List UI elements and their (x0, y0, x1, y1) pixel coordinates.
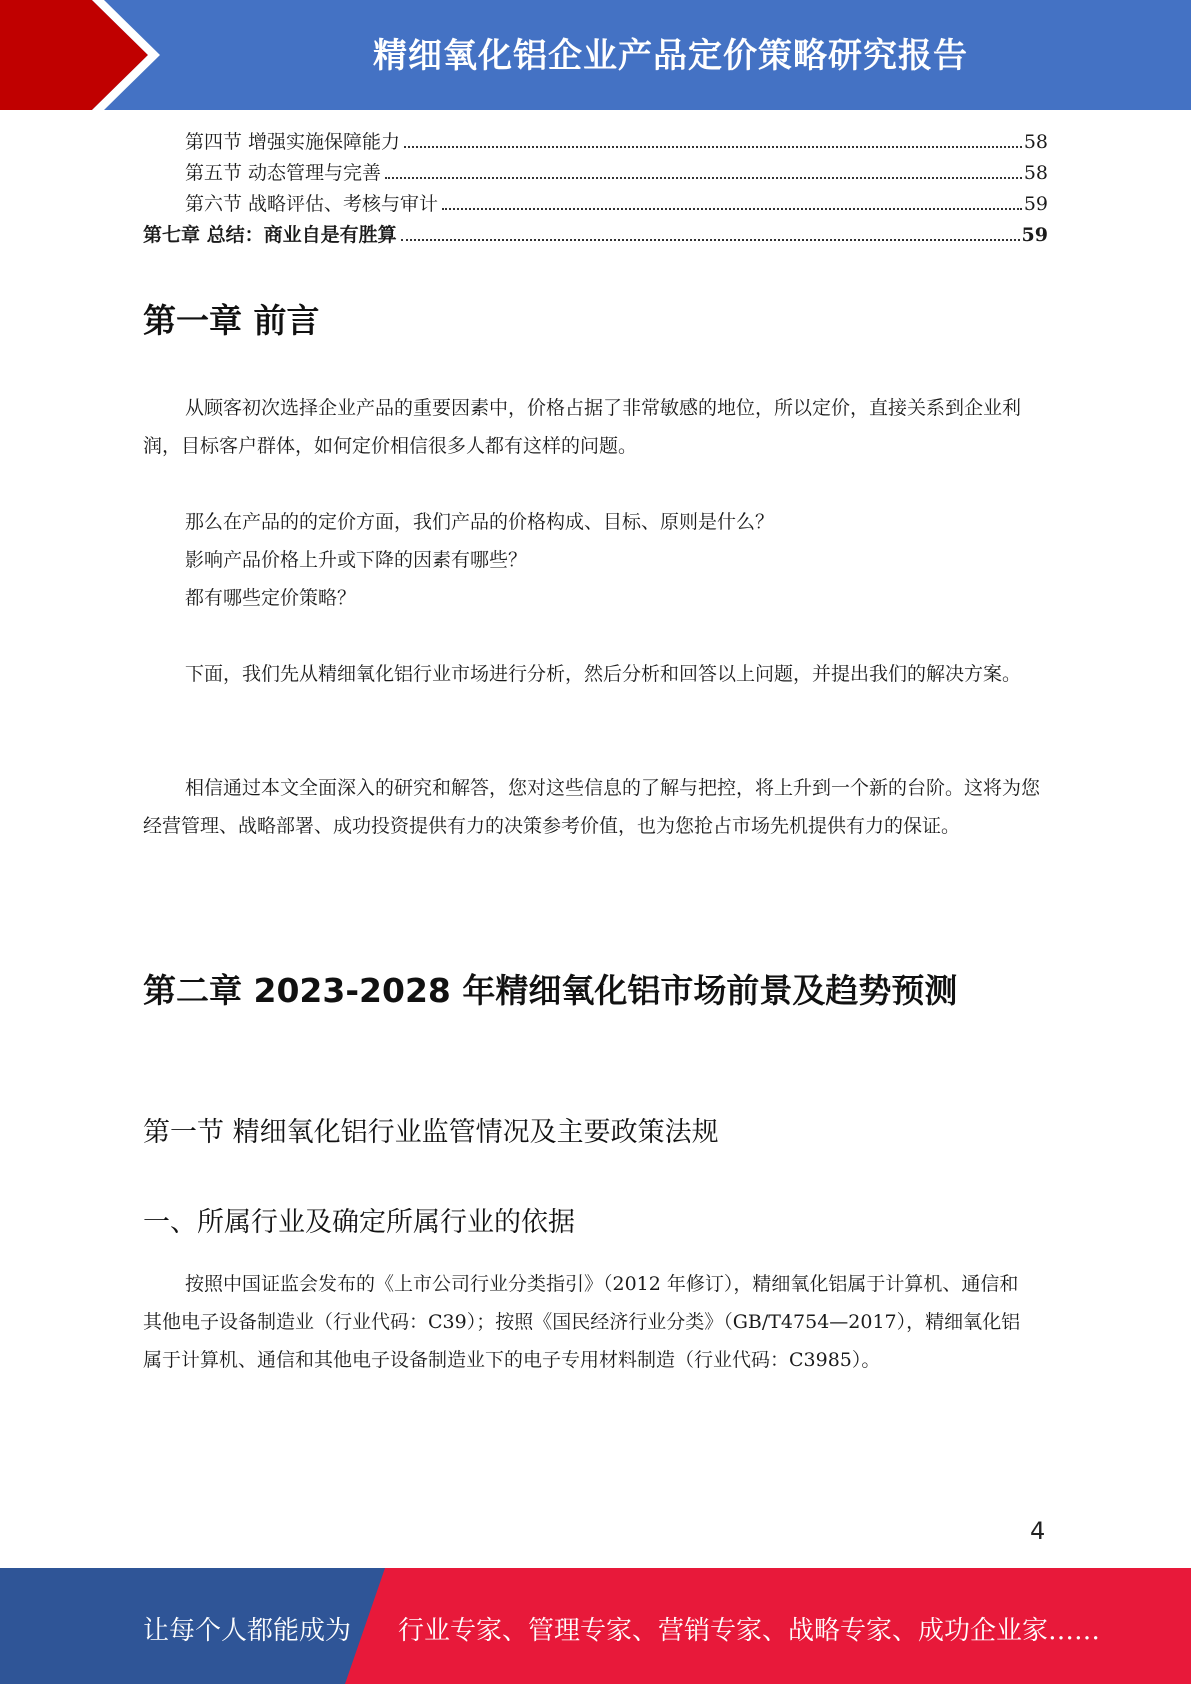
table-of-contents (143, 127, 1048, 251)
section-heading: 第一节 精细氧化铝行业监管情况及主要政策法规 (143, 1117, 719, 1148)
body-paragraph: 下面，我们先从精细氧化铝行业市场进行分析，然后分析和回答以上问题，并提出我们的解决方案。 (185, 663, 1022, 685)
toc-entry-title: 第六节 战略评估、考核与审计 (185, 193, 439, 215)
toc-entry-title: 第五节 动态管理与完善 (185, 162, 382, 184)
question-line: 都有哪些定价策略？ (185, 587, 357, 609)
question-line: 影响产品价格上升或下降的因素有哪些？ (185, 549, 528, 571)
page-header (0, 0, 1191, 110)
body-paragraph: 按照中国证监会发布的《上市公司行业分类指引》（2012 年修订），精细氧化铝属于计算机、通信和其他电子设备制造业（行业代码：C39）；按照《国民经济行业分类》（GB/T4754—2017），精细氧化铝属于计算机、通信和其他电子设备制造业下的电子专用材料制造（行业代码：C3985）。 (143, 1273, 1021, 1371)
toc-leader-dots (385, 177, 1022, 179)
toc-entry[interactable] (143, 220, 1048, 251)
body-paragraph: 从顾客初次选择企业产品的重要因素中，价格占据了非常敏感的地位，所以定价，直接关系到企业利润，目标客户群体，如何定价相信很多人都有这样的问题。 (143, 397, 1022, 457)
toc-entry[interactable] (143, 127, 1048, 158)
toc-leader-dots (442, 208, 1022, 210)
toc-entry-page: 59 (1023, 193, 1048, 215)
toc-entry[interactable] (143, 189, 1048, 220)
toc-entry-page: 58 (1023, 162, 1048, 184)
toc-leader-dots (401, 239, 1020, 241)
subsection-heading: 一、所属行业及确定所属行业的依据 (143, 1207, 575, 1238)
body-paragraph: 相信通过本文全面深入的研究和解答，您对这些信息的了解与把控，将上升到一个新的台阶。这将为您经营管理、战略部署、成功投资提供有力的决策参考价值，也为您抢占市场先机提供有力的保证。 (143, 777, 1041, 837)
chapter-heading: 第二章 2023-2028 年精细氧化铝市场前景及趋势预测 (143, 971, 958, 1010)
header-title: 精细氧化铝企业产品定价策略研究报告 (373, 36, 968, 76)
toc-entry[interactable] (143, 158, 1048, 189)
footer-slogan-left: 让每个人都能成为 (143, 1616, 352, 1646)
toc-entry-title: 第四节 增强实施保障能力 (185, 131, 401, 153)
chapter-heading: 第一章 前言 (143, 301, 320, 340)
toc-entry-page: 58 (1023, 131, 1048, 153)
toc-leader-dots (404, 146, 1022, 148)
toc-entry-page: 59 (1021, 224, 1048, 246)
page-footer (0, 1568, 1191, 1684)
toc-entry-title: 第七章 总结：商业自是有胜算 (143, 224, 397, 246)
page-number: 4 (1030, 1517, 1046, 1545)
question-line: 那么在产品的的定价方面，我们产品的价格构成、目标、原则是什么？ (185, 511, 775, 533)
footer-slogan-right: 行业专家、管理专家、营销专家、战略专家、成功企业家…… (398, 1616, 1101, 1646)
header-chevron-decoration (0, 0, 160, 110)
